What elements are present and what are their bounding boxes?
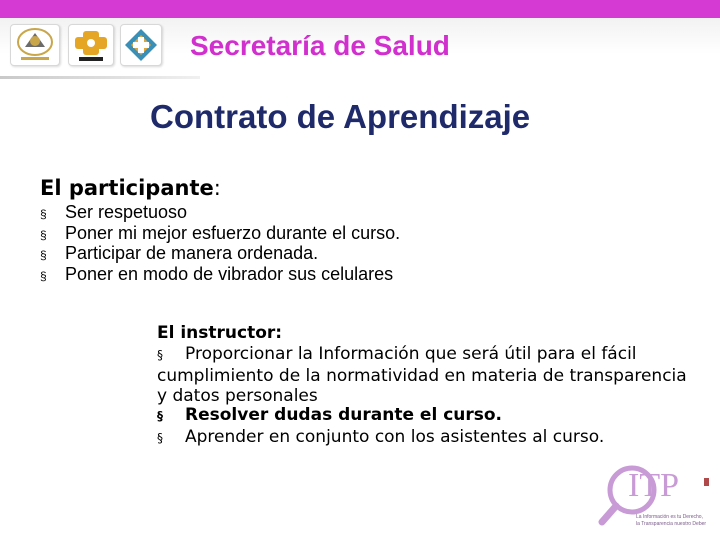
instructor-item-1-line: cumplimiento de la normatividad en materia de transparencia	[157, 366, 687, 386]
instructor-block	[157, 323, 717, 449]
participant-heading-colon: :	[213, 176, 221, 200]
sedesa-logo	[68, 24, 114, 66]
bullet-icon: §	[157, 431, 163, 445]
slide-title: Contrato de Aprendizaje	[150, 98, 531, 135]
instructor-item-2	[157, 405, 717, 427]
list-item	[40, 265, 400, 286]
participant-list	[40, 203, 400, 285]
health-logo	[120, 24, 162, 66]
list-item	[40, 203, 400, 224]
list-item-text: Poner en modo de vibrador sus celulares	[65, 263, 394, 284]
bullet-icon: §	[40, 268, 47, 283]
instructor-item-1-line	[157, 344, 717, 366]
header-title: Secretaría de Salud	[190, 30, 450, 61]
itp-tagline-1: La Información es tu Derecho,	[636, 514, 703, 520]
itp-logo-text: ITP	[628, 467, 679, 504]
instructor-item-3-text: Aprender en conjunto con los asistentes al curso.	[185, 427, 605, 447]
list-item	[40, 224, 400, 245]
mexico-state-logo	[10, 24, 60, 66]
instructor-item-3	[157, 427, 717, 449]
top-accent-bar	[0, 0, 720, 18]
participant-heading	[40, 176, 221, 200]
list-item-text: Ser respetuoso	[65, 202, 188, 222]
bullet-icon: §	[157, 409, 163, 423]
list-item	[40, 244, 400, 265]
bullet-icon: §	[157, 348, 163, 362]
instructor-item-1-line: y datos personales	[157, 386, 318, 406]
itp-logo	[596, 452, 716, 534]
participant-heading-text: El participante	[40, 176, 214, 200]
bullet-icon: §	[40, 207, 47, 221]
instructor-heading: El instructor:	[157, 323, 283, 343]
bullet-icon: §	[40, 248, 47, 262]
instructor-item-2-text: Resolver dudas durante el curso.	[185, 405, 503, 425]
bullet-icon: §	[40, 227, 47, 242]
header-divider	[0, 76, 200, 79]
list-item-text: Poner mi mejor esfuerzo durante el curso.	[65, 222, 401, 243]
instructor-item-1-text: Proporcionar la Información que será útil para el fácil	[185, 344, 637, 364]
itp-tagline-2: la Transparencia nuestro Deber	[636, 521, 707, 527]
list-item-text: Participar de manera ordenada.	[65, 243, 319, 263]
